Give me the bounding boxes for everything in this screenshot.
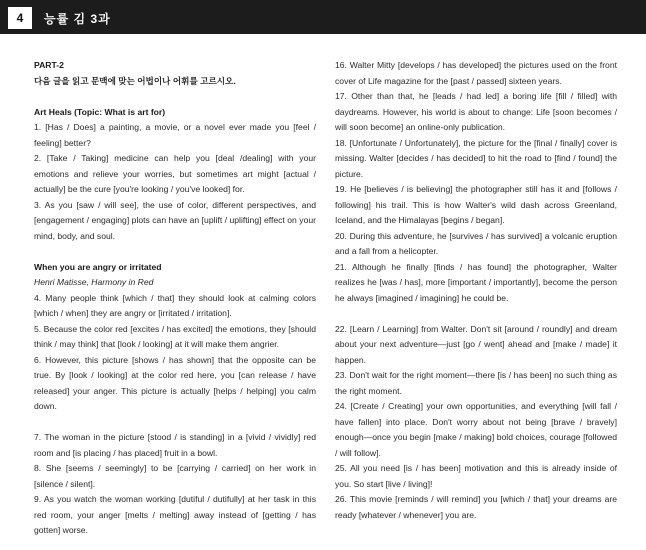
spacer [34, 244, 316, 260]
question-19: 19. He [believes / is believing] the photographer still has it and [follows / following] his trail. This is how Walter's wild dash across Greenland, Iceland, and the Himalayas [begins / began]. [335, 184, 617, 225]
question-16: 16. Walter Mitty [develops / has developed] the pictures used on the front cover of Life magazine for the [past / passed] sixteen years. [335, 60, 617, 86]
question-22: 22. [Learn / Learning] from Walter. Don't sit [around / roundly] and dream about your next adventure—just [go / went] ahead and [make / made] it happen. [335, 323, 617, 365]
spacer [34, 415, 316, 431]
section-title-angry: When you are angry or irritated [34, 261, 162, 272]
question-2: 2. [Take / Taking] medicine can help you [deal /dealing] with your emotions and relieve your worries, but sometimes art might [actual / actually] be the cure [you're looking / you've looked] for. [34, 153, 316, 194]
question-8: 8. She [seems / seemingly] to be [carrying / carried] on her work in [silence / silent]. [34, 463, 316, 489]
question-26: 26. This movie [reminds / will remind] you [which / that] your dreams are ready [whatever / whenever] you are. [335, 494, 617, 520]
question-6: 6. However, this picture [shows / has shown] that the opposite can be true. By [look / looking] at the color red here, you [can release / have released] your anger. This picture is actually [helps / helping] you calm down. [34, 354, 316, 411]
question-4: 4. Many people think [which / that] they should look at calming colors [which / when] they are angry or [irritated / irritation]. [34, 292, 316, 318]
question-9: 9. As you watch the woman working [dutiful / dutifully] at her task in this red room, your anger [melts / melting] away instead of [getting / has gotten] worse. [34, 494, 316, 535]
question-20: 20. During this adventure, he [survives / has survived] a volcanic eruption and a fall from a helicopter. [335, 230, 617, 256]
question-1: 1. [Has / Does] a painting, a movie, or a novel ever made you [feel / feeling] better? [34, 122, 316, 148]
section-subtitle-artwork: Henri Matisse, Harmony in Red [34, 277, 154, 287]
page-number: 4 [8, 7, 32, 29]
question-23: 23. Don't wait for the right moment—there [is / has been] no such thing as the right moment. [335, 370, 617, 396]
question-5: 5. Because the color red [excites / has excited] the emotions, they [should think / may think] that [look / looking] at it will make them angrier. [34, 323, 316, 349]
spacer [335, 306, 617, 322]
instruction-text: 다음 글을 읽고 문맥에 맞는 어법이나 어휘를 고르시오. [34, 75, 236, 86]
part-label: PART-2 [34, 60, 64, 70]
question-25: 25. All you need [is / has been] motivation and this is already inside of you. So start [live / living]! [335, 463, 617, 489]
question-18: 18. [Unfortunate / Unfortunately], the picture for the [final / finally] cover is missing. Walter [decides / has decided] to hit the road to [find / found] the picture. [335, 137, 617, 179]
left-column [34, 58, 316, 539]
question-24: 24. [Create / Creating] your own opportunities, and everything [will fall / have fallen] into place. Don't worry about not being [brave / bravely] enough—once you begin [make / making] bold choices, courage [followed / will follow]. [335, 401, 617, 458]
question-21: 21. Although he finally [finds / has found] the photographer, Walter realizes he [was / has], more [important / importantly], become the person he always [imagined / imagining] he could be. [335, 261, 617, 303]
question-3: 3. As you [saw / will see], the use of color, different perspectives, and [engagement / engaging] plots can have an [uplift / uplifting] effect on your mind, body, and soul. [34, 199, 316, 241]
question-17: 17. Other than that, he [leads / had led] a boring life [fill / filled] with daydreams. However, his world is about to change: Life [soon becomes / will soon become] an online-only publication. [335, 91, 617, 132]
page-title: 능률 김 3과 [44, 12, 111, 26]
section-title-art-heals: Art Heals (Topic: What is art for) [34, 106, 166, 117]
question-7: 7. The woman in the picture [stood / is standing] in a [vivid / vividly] red room and [is placing / has placed] fruit in a bowl. [34, 432, 316, 458]
right-column [335, 58, 617, 523]
header-band [0, 0, 646, 34]
